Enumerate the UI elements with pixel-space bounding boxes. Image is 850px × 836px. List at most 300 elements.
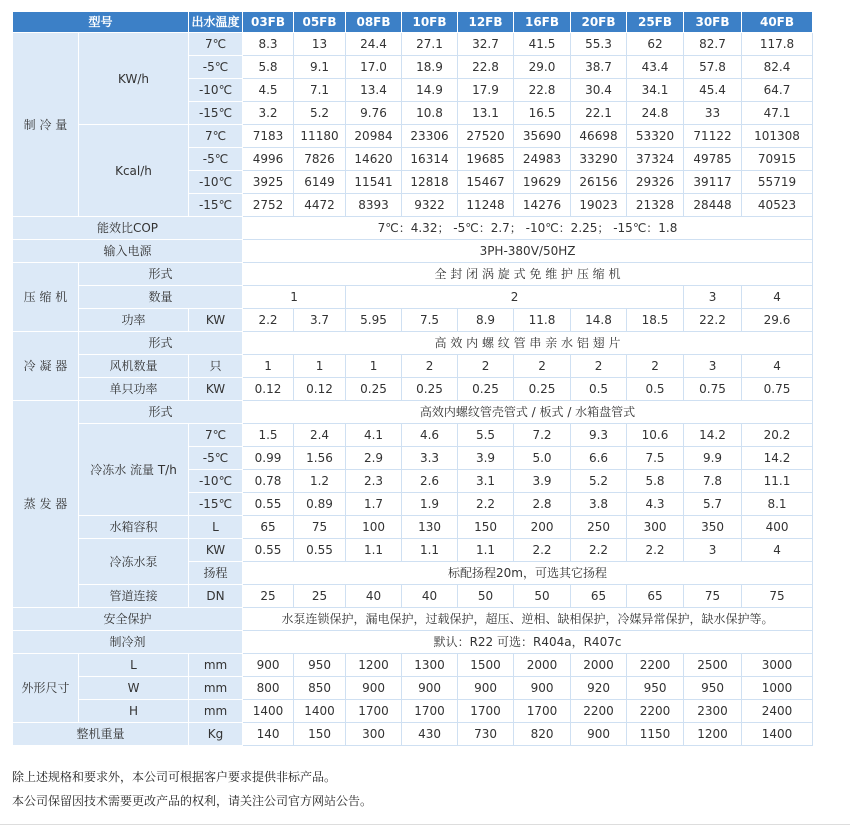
section-label: 外形尺寸	[13, 654, 79, 723]
value-cell: 18.9	[402, 56, 458, 79]
unit-label: mm	[189, 677, 243, 700]
header-col: 03FB	[243, 12, 294, 33]
value-cell: 75	[684, 585, 742, 608]
temp-label: -15℃	[189, 194, 243, 217]
header-col: 12FB	[458, 12, 514, 33]
unit-label: Kg	[189, 723, 243, 746]
value-cell: 27.1	[402, 33, 458, 56]
table-row	[13, 631, 813, 654]
value-cell: 47.1	[742, 102, 813, 125]
value-cell: 5.2	[571, 470, 627, 493]
value-cell: 2752	[243, 194, 294, 217]
value-cell: 0.75	[684, 378, 742, 401]
value-cell: 40	[346, 585, 402, 608]
value-cell: 18.5	[627, 309, 684, 332]
unit-label: DN	[189, 585, 243, 608]
value-cell: 5.0	[514, 447, 571, 470]
value-cell: 19685	[458, 148, 514, 171]
value-cell: 55719	[742, 171, 813, 194]
value-cell: 9322	[402, 194, 458, 217]
value-cell: 2300	[684, 700, 742, 723]
unit-label: KW	[189, 309, 243, 332]
value-cell: 22.8	[458, 56, 514, 79]
value-cell: 1400	[742, 723, 813, 746]
value-cell: 38.7	[571, 56, 627, 79]
value-cell: 5.95	[346, 309, 402, 332]
value-cell: 1.56	[294, 447, 346, 470]
row-label: 功率	[79, 309, 189, 332]
value-cell: 1700	[458, 700, 514, 723]
value-cell: 75	[742, 585, 813, 608]
row-label: 形式	[79, 263, 243, 286]
value-cell: 2.2	[514, 539, 571, 562]
value-cell: 17.0	[346, 56, 402, 79]
value-cell: 22.2	[684, 309, 742, 332]
value-cell: 4.3	[627, 493, 684, 516]
value-cell: 14620	[346, 148, 402, 171]
unit-label: L	[189, 516, 243, 539]
value-cell: 2.9	[346, 447, 402, 470]
value-cell: 29.6	[742, 309, 813, 332]
value-cell: 29.0	[514, 56, 571, 79]
value-cell: 40	[402, 585, 458, 608]
value-cell: 2	[571, 355, 627, 378]
value-cell: 150	[294, 723, 346, 746]
value-cell: 430	[402, 723, 458, 746]
value-cell: 3.1	[458, 470, 514, 493]
header-col: 05FB	[294, 12, 346, 33]
table-row	[13, 424, 813, 447]
temp-label: -5℃	[189, 148, 243, 171]
refrigerant-value: 默认：R22 可选：R404a，R407c	[243, 631, 813, 654]
value-cell: 2.2	[458, 493, 514, 516]
value-cell: 50	[514, 585, 571, 608]
value-cell: 11180	[294, 125, 346, 148]
value-cell: 101308	[742, 125, 813, 148]
value-cell: 1	[243, 355, 294, 378]
value-cell: 0.25	[402, 378, 458, 401]
value-cell: 0.5	[571, 378, 627, 401]
value-cell: 950	[627, 677, 684, 700]
value-cell: 2000	[571, 654, 627, 677]
value-cell: 2200	[627, 700, 684, 723]
header-col: 40FB	[742, 12, 813, 33]
value-cell: 2000	[514, 654, 571, 677]
value-cell: 17.9	[458, 79, 514, 102]
table-row	[13, 608, 813, 631]
value-cell: 82.4	[742, 56, 813, 79]
value-cell: 900	[346, 677, 402, 700]
value-cell: 82.7	[684, 33, 742, 56]
value-cell: 0.25	[514, 378, 571, 401]
section-label: 压 缩 机	[13, 263, 79, 332]
temp-label: -10℃	[189, 470, 243, 493]
value-cell: 7.2	[514, 424, 571, 447]
value-cell: 2200	[571, 700, 627, 723]
temp-label: -10℃	[189, 79, 243, 102]
value-cell: 3.2	[243, 102, 294, 125]
divider	[0, 824, 850, 825]
value-cell: 2.8	[514, 493, 571, 516]
cop-value: 7℃：4.32； -5℃：2.7； -10℃：2.25； -15℃：1.8	[243, 217, 813, 240]
value-cell: 7.5	[402, 309, 458, 332]
value-cell: 7.1	[294, 79, 346, 102]
table-row	[13, 332, 813, 355]
value-cell: 1500	[458, 654, 514, 677]
value-cell: 900	[402, 677, 458, 700]
value-cell: 28448	[684, 194, 742, 217]
value-cell: 32.7	[458, 33, 514, 56]
header-model: 型号	[13, 12, 189, 33]
value-cell: 14276	[514, 194, 571, 217]
value-cell: 1	[243, 286, 346, 309]
table-row	[13, 539, 813, 562]
value-cell: 15467	[458, 171, 514, 194]
value-cell: 7183	[243, 125, 294, 148]
header-row	[13, 12, 813, 33]
value-cell: 1150	[627, 723, 684, 746]
value-cell: 24.4	[346, 33, 402, 56]
power-supply-value: 3PH-380V/50HZ	[243, 240, 813, 263]
table-row	[13, 309, 813, 332]
table-row	[13, 125, 813, 148]
value-cell: 20984	[346, 125, 402, 148]
value-cell: 0.89	[294, 493, 346, 516]
temp-label: 7℃	[189, 33, 243, 56]
value-cell: 1.5	[243, 424, 294, 447]
value-cell: 4	[742, 355, 813, 378]
value-cell: 1400	[294, 700, 346, 723]
value-cell: 400	[742, 516, 813, 539]
row-label: H	[79, 700, 189, 723]
value-cell: 0.12	[243, 378, 294, 401]
header-col: 08FB	[346, 12, 402, 33]
value-cell: 4.1	[346, 424, 402, 447]
cop-label: 能效比COP	[13, 217, 243, 240]
value-cell: 0.75	[742, 378, 813, 401]
value-cell: 65	[243, 516, 294, 539]
row-label: 数量	[79, 286, 243, 309]
value-cell: 300	[627, 516, 684, 539]
value-cell: 25	[294, 585, 346, 608]
row-label: 单只功率	[79, 378, 189, 401]
value-cell: 20.2	[742, 424, 813, 447]
value-cell: 0.5	[627, 378, 684, 401]
value-cell: 1.7	[346, 493, 402, 516]
value-cell: 14.8	[571, 309, 627, 332]
value-cell: 3.3	[402, 447, 458, 470]
value-cell: 53320	[627, 125, 684, 148]
value-cell: 0.55	[294, 539, 346, 562]
value-cell: 1700	[402, 700, 458, 723]
value-cell: 1.1	[458, 539, 514, 562]
value-cell: 900	[458, 677, 514, 700]
section-label: 冷 凝 器	[13, 332, 79, 401]
value-cell: 2.2	[243, 309, 294, 332]
value-cell: 1.9	[402, 493, 458, 516]
value-cell: 14.9	[402, 79, 458, 102]
value-cell: 2.4	[294, 424, 346, 447]
value-cell: 2	[458, 355, 514, 378]
value-cell: 1400	[243, 700, 294, 723]
row-label: W	[79, 677, 189, 700]
row-label: 风机数量	[79, 355, 189, 378]
value-cell: 2.3	[346, 470, 402, 493]
value-cell: 22.8	[514, 79, 571, 102]
value-cell: 200	[514, 516, 571, 539]
value-cell: 820	[514, 723, 571, 746]
value-cell: 3	[684, 539, 742, 562]
unit-label: KW/h	[79, 33, 189, 125]
value-cell: 2500	[684, 654, 742, 677]
refrigerant-label: 制冷剂	[13, 631, 243, 654]
section-label: 蒸 发 器	[13, 401, 79, 608]
row-label: 形式	[79, 332, 243, 355]
value-cell: 8.1	[742, 493, 813, 516]
value-cell: 43.4	[627, 56, 684, 79]
row-label: 管道连接	[79, 585, 189, 608]
value-cell: 70915	[742, 148, 813, 171]
evaporator-form-value: 高效内螺纹管壳管式 / 板式 / 水箱盘管式	[243, 401, 813, 424]
value-cell: 22.1	[571, 102, 627, 125]
value-cell: 0.55	[243, 539, 294, 562]
value-cell: 9.76	[346, 102, 402, 125]
temp-label: -10℃	[189, 171, 243, 194]
value-cell: 13.1	[458, 102, 514, 125]
value-cell: 16.5	[514, 102, 571, 125]
note-line: 除上述规格和要求外，本公司可根据客户要求提供非标产品。	[12, 770, 337, 784]
value-cell: 13.4	[346, 79, 402, 102]
value-cell: 7.8	[684, 470, 742, 493]
value-cell: 0.12	[294, 378, 346, 401]
temp-label: 7℃	[189, 125, 243, 148]
value-cell: 2	[514, 355, 571, 378]
spec-table	[12, 11, 813, 746]
value-cell: 2.2	[571, 539, 627, 562]
value-cell: 40523	[742, 194, 813, 217]
value-cell: 29326	[627, 171, 684, 194]
value-cell: 5.8	[627, 470, 684, 493]
value-cell: 21328	[627, 194, 684, 217]
value-cell: 950	[684, 677, 742, 700]
value-cell: 0.55	[243, 493, 294, 516]
value-cell: 8.9	[458, 309, 514, 332]
value-cell: 5.2	[294, 102, 346, 125]
value-cell: 37324	[627, 148, 684, 171]
header-col: 25FB	[627, 12, 684, 33]
value-cell: 1.1	[346, 539, 402, 562]
value-cell: 12818	[402, 171, 458, 194]
value-cell: 1000	[742, 677, 813, 700]
value-cell: 4472	[294, 194, 346, 217]
table-row	[13, 286, 813, 309]
value-cell: 6149	[294, 171, 346, 194]
temp-label: -5℃	[189, 56, 243, 79]
value-cell: 2200	[627, 654, 684, 677]
temp-label: -5℃	[189, 447, 243, 470]
header-col: 20FB	[571, 12, 627, 33]
value-cell: 1200	[684, 723, 742, 746]
value-cell: 5.5	[458, 424, 514, 447]
value-cell: 4.5	[243, 79, 294, 102]
value-cell: 5.8	[243, 56, 294, 79]
note-line: 本公司保留因技术需要更改产品的权利，请关注公司官方网站公告。	[12, 794, 373, 808]
value-cell: 33	[684, 102, 742, 125]
value-cell: 8.3	[243, 33, 294, 56]
value-cell: 39117	[684, 171, 742, 194]
value-cell: 4	[742, 286, 813, 309]
value-cell: 16314	[402, 148, 458, 171]
value-cell: 1700	[514, 700, 571, 723]
unit-label: KW	[189, 539, 243, 562]
value-cell: 3.7	[294, 309, 346, 332]
value-cell: 150	[458, 516, 514, 539]
value-cell: 19023	[571, 194, 627, 217]
value-cell: 4.6	[402, 424, 458, 447]
temp-label: -15℃	[189, 493, 243, 516]
value-cell: 4996	[243, 148, 294, 171]
unit-label: 只	[189, 355, 243, 378]
value-cell: 55.3	[571, 33, 627, 56]
value-cell: 0.78	[243, 470, 294, 493]
unit-label: Kcal/h	[79, 125, 189, 217]
value-cell: 1200	[346, 654, 402, 677]
value-cell: 300	[346, 723, 402, 746]
value-cell: 57.8	[684, 56, 742, 79]
value-cell: 64.7	[742, 79, 813, 102]
value-cell: 11248	[458, 194, 514, 217]
value-cell: 24983	[514, 148, 571, 171]
value-cell: 3	[684, 286, 742, 309]
header-col: 16FB	[514, 12, 571, 33]
row-label: 冷冻水泵	[79, 539, 189, 585]
value-cell: 14.2	[742, 447, 813, 470]
value-cell: 3925	[243, 171, 294, 194]
value-cell: 2400	[742, 700, 813, 723]
row-label: 形式	[79, 401, 243, 424]
table-row	[13, 401, 813, 424]
value-cell: 24.8	[627, 102, 684, 125]
value-cell: 9.9	[684, 447, 742, 470]
row-label: 水箱容积	[79, 516, 189, 539]
value-cell: 3.8	[571, 493, 627, 516]
row-label: L	[79, 654, 189, 677]
safety-label: 安全保护	[13, 608, 243, 631]
value-cell: 900	[514, 677, 571, 700]
value-cell: 800	[243, 677, 294, 700]
value-cell: 0.25	[458, 378, 514, 401]
row-label: 冷冻水 流量 T/h	[79, 424, 189, 516]
weight-label: 整机重量	[13, 723, 189, 746]
value-cell: 730	[458, 723, 514, 746]
table-row	[13, 378, 813, 401]
value-cell: 10.8	[402, 102, 458, 125]
table-row	[13, 516, 813, 539]
value-cell: 920	[571, 677, 627, 700]
value-cell: 7826	[294, 148, 346, 171]
value-cell: 10.6	[627, 424, 684, 447]
value-cell: 46698	[571, 125, 627, 148]
header-col: 10FB	[402, 12, 458, 33]
table-row	[13, 654, 813, 677]
value-cell: 62	[627, 33, 684, 56]
value-cell: 71122	[684, 125, 742, 148]
value-cell: 30.4	[571, 79, 627, 102]
table-row	[13, 33, 813, 56]
unit-label: 扬程	[189, 562, 243, 585]
table-row	[13, 217, 813, 240]
value-cell: 35690	[514, 125, 571, 148]
unit-label: mm	[189, 654, 243, 677]
temp-label: -15℃	[189, 102, 243, 125]
value-cell: 250	[571, 516, 627, 539]
value-cell: 2.2	[627, 539, 684, 562]
value-cell: 11.1	[742, 470, 813, 493]
value-cell: 900	[571, 723, 627, 746]
value-cell: 100	[346, 516, 402, 539]
value-cell: 65	[571, 585, 627, 608]
value-cell: 65	[627, 585, 684, 608]
value-cell: 34.1	[627, 79, 684, 102]
value-cell: 950	[294, 654, 346, 677]
condenser-form-value: 高 效 内 螺 纹 管 串 亲 水 铝 翅 片	[243, 332, 813, 355]
value-cell: 350	[684, 516, 742, 539]
value-cell: 140	[243, 723, 294, 746]
value-cell: 1	[294, 355, 346, 378]
value-cell: 50	[458, 585, 514, 608]
header-col: 30FB	[684, 12, 742, 33]
header-temp: 出水温度	[189, 12, 243, 33]
value-cell: 11.8	[514, 309, 571, 332]
value-cell: 11541	[346, 171, 402, 194]
value-cell: 130	[402, 516, 458, 539]
pump-head-value: 标配扬程20m，可选其它扬程	[243, 562, 813, 585]
value-cell: 5.7	[684, 493, 742, 516]
value-cell: 3.9	[514, 470, 571, 493]
value-cell: 4	[742, 539, 813, 562]
temp-label: 7℃	[189, 424, 243, 447]
value-cell: 9.1	[294, 56, 346, 79]
value-cell: 1.1	[402, 539, 458, 562]
value-cell: 49785	[684, 148, 742, 171]
table-row	[13, 723, 813, 746]
value-cell: 1.2	[294, 470, 346, 493]
value-cell: 75	[294, 516, 346, 539]
value-cell: 2	[627, 355, 684, 378]
value-cell: 2.6	[402, 470, 458, 493]
value-cell: 1700	[346, 700, 402, 723]
value-cell: 3	[684, 355, 742, 378]
table-row	[13, 677, 813, 700]
value-cell: 6.6	[571, 447, 627, 470]
value-cell: 2	[402, 355, 458, 378]
value-cell: 850	[294, 677, 346, 700]
value-cell: 25	[243, 585, 294, 608]
value-cell: 45.4	[684, 79, 742, 102]
value-cell: 26156	[571, 171, 627, 194]
value-cell: 33290	[571, 148, 627, 171]
power-supply-label: 输入电源	[13, 240, 243, 263]
value-cell: 27520	[458, 125, 514, 148]
value-cell: 1	[346, 355, 402, 378]
value-cell: 19629	[514, 171, 571, 194]
value-cell: 0.25	[346, 378, 402, 401]
table-row	[13, 263, 813, 286]
value-cell: 0.99	[243, 447, 294, 470]
value-cell: 1300	[402, 654, 458, 677]
value-cell: 3.9	[458, 447, 514, 470]
value-cell: 117.8	[742, 33, 813, 56]
